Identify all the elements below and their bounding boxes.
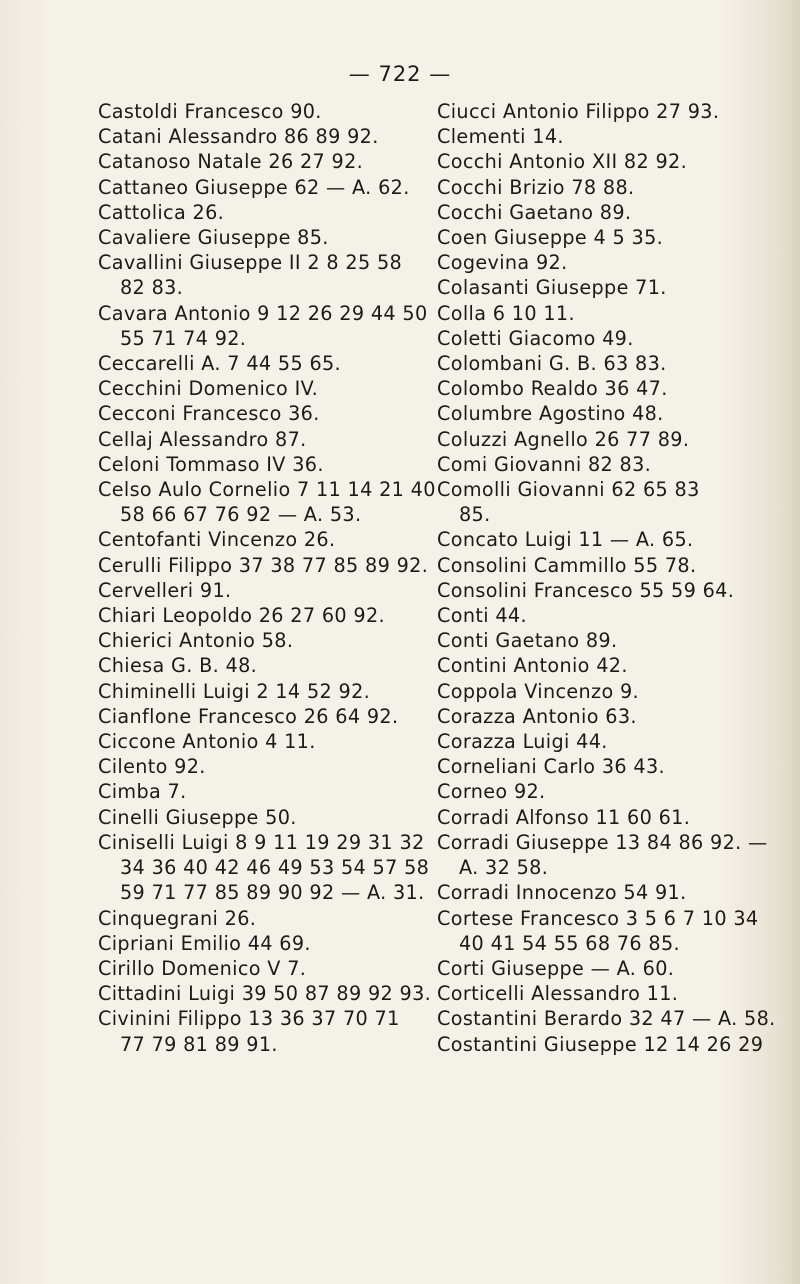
index-entry	[437, 427, 782, 452]
index-entry	[98, 729, 428, 754]
index-entry	[98, 401, 428, 426]
index-entry-continuation: A. 32 58.	[459, 856, 549, 880]
index-entry	[98, 477, 436, 527]
index-entry	[437, 149, 782, 174]
index-entry	[437, 1032, 782, 1057]
index-entry	[98, 830, 428, 906]
index-entry-line: Comi Giovanni 82 83.	[437, 452, 652, 476]
index-entry	[437, 351, 782, 376]
index-entry-line: Contini Antonio 42.	[437, 654, 628, 678]
index-entry-continuation: 40 41 54 55 68 76 85.	[459, 931, 680, 955]
index-entry-line: Concato Luigi 11 — A. 65.	[437, 528, 694, 552]
index-entry	[437, 452, 782, 477]
index-entry	[98, 981, 432, 1006]
index-entry-line: Cellaj Alessandro 87.	[98, 427, 307, 451]
index-entry	[98, 906, 428, 931]
index-entry	[98, 452, 428, 477]
index-entry-line: Catanoso Natale 26 27 92.	[98, 150, 364, 174]
index-entry	[437, 704, 782, 729]
index-entry	[98, 628, 428, 653]
index-entry-line: Cerulli Filippo 37 38 77 85 89 92.	[98, 553, 429, 577]
page-number: — 722 —	[348, 62, 452, 86]
index-column-right	[437, 99, 782, 1057]
index-entry-line: Chiari Leopoldo 26 27 60 92.	[98, 604, 385, 628]
index-entry-line: Corticelli Alessandro 11.	[437, 982, 679, 1006]
index-entry-line: Cipriani Emilio 44 69.	[98, 931, 311, 955]
index-entry-line: Cattaneo Giuseppe 62 — A. 62.	[98, 175, 410, 199]
index-entry-line: Costantini Giuseppe 12 14 26 29	[437, 1032, 764, 1056]
index-entry	[98, 553, 428, 578]
index-entry-line: Coletti Giacomo 49.	[437, 326, 634, 350]
index-entry-line: Cocchi Brizio 78 88.	[437, 175, 635, 199]
index-entry	[98, 124, 428, 149]
index-entry	[437, 956, 782, 981]
index-entry-line: Cianflone Francesco 26 64 92.	[98, 704, 399, 728]
index-entry-line: Corneliani Carlo 36 43.	[437, 755, 665, 779]
index-entry	[437, 527, 782, 552]
index-entry-line: Coluzzi Agnello 26 77 89.	[437, 427, 690, 451]
index-column-left	[98, 99, 436, 1057]
index-entry	[437, 326, 782, 351]
index-entry	[98, 225, 428, 250]
index-entry	[437, 401, 782, 426]
index-entry-line: Cinquegrani 26.	[98, 906, 257, 930]
index-entry-line: Celso Aulo Cornelio 7 11 14 21 40	[98, 478, 436, 502]
index-entry	[437, 779, 782, 804]
index-entry-line: Cimba 7.	[98, 780, 187, 804]
index-entry-line: Conti Gaetano 89.	[437, 629, 618, 653]
index-entry	[437, 729, 782, 754]
index-entry-line: Corradi Alfonso 11 60 61.	[437, 805, 691, 829]
index-entry	[437, 301, 782, 326]
index-entry	[98, 679, 428, 704]
index-entry-line: Cinelli Giuseppe 50.	[98, 805, 297, 829]
index-entry-line: Cavara Antonio 9 12 26 29 44 50	[98, 301, 428, 325]
index-entry	[98, 175, 428, 200]
index-entry-line: Ciucci Antonio Filippo 27 93.	[437, 100, 720, 123]
index-entry-continuation: 82 83.	[120, 276, 184, 300]
index-entry-line: Conti 44.	[437, 604, 527, 628]
index-entry	[98, 779, 428, 804]
index-entry	[98, 956, 428, 981]
index-entry-line: Catani Alessandro 86 89 92.	[98, 125, 379, 149]
index-entry-continuation: 77 79 81 89 91.	[120, 1032, 278, 1056]
index-entry	[98, 376, 428, 401]
index-entry-line: Cocchi Antonio XII 82 92.	[437, 150, 688, 174]
index-entry	[437, 754, 782, 779]
index-entry	[437, 275, 782, 300]
index-entry-line: Cecchini Domenico IV.	[98, 377, 319, 401]
index-entry-line: Cecconi Francesco 36.	[98, 402, 320, 426]
index-entry	[98, 250, 428, 300]
index-entry	[98, 99, 428, 124]
index-entry-line: Costantini Berardo 32 47 — A. 58.	[437, 1007, 776, 1031]
index-entry	[98, 200, 428, 225]
index-entry-line: Corazza Luigi 44.	[437, 730, 608, 754]
index-entry-line: Civinini Filippo 13 36 37 70 71	[98, 1007, 400, 1031]
index-entry-line: Cogevina 92.	[437, 251, 568, 275]
index-entry	[437, 376, 782, 401]
index-entry-line: Chierici Antonio 58.	[98, 629, 294, 653]
index-entry	[98, 754, 428, 779]
index-entry-line: Chiesa G. B. 48.	[98, 654, 258, 678]
index-entry-line: Corazza Antonio 63.	[437, 704, 637, 728]
index-entry	[98, 578, 428, 603]
index-entry	[437, 175, 782, 200]
index-entry-line: Corradi Innocenzo 54 91.	[437, 881, 687, 905]
index-entry	[437, 477, 782, 527]
index-entry-line: Coen Giuseppe 4 5 35.	[437, 226, 664, 250]
index-entry-continuation: 55 71 74 92.	[120, 326, 247, 350]
index-entry-line: Ceccarelli A. 7 44 55 65.	[98, 352, 342, 376]
index-entry-line: Cavaliere Giuseppe 85.	[98, 226, 329, 250]
index-entry	[98, 301, 428, 351]
index-entry-line: Cattolica 26.	[98, 200, 225, 224]
index-entry-line: Chiminelli Luigi 2 14 52 92.	[98, 679, 371, 703]
index-entry	[437, 99, 782, 124]
index-entry-line: Comolli Giovanni 62 65 83	[437, 478, 700, 502]
index-entry	[437, 830, 782, 880]
index-entry-line: Colombani G. B. 63 83.	[437, 352, 667, 376]
index-entry-line: Consolini Francesco 55 59 64.	[437, 578, 735, 602]
index-entry-line: Columbre Agostino 48.	[437, 402, 664, 426]
index-entry-line: Ciniselli Luigi 8 9 11 19 29 31 32	[98, 830, 425, 854]
index-entry-line: Corti Giuseppe — A. 60.	[437, 956, 675, 980]
index-entry-line: Centofanti Vincenzo 26.	[98, 528, 336, 552]
index-entry-line: Celoni Tommaso IV 36.	[98, 452, 324, 476]
index-entry	[98, 351, 428, 376]
index-entry	[98, 704, 428, 729]
index-entry	[98, 805, 428, 830]
index-entry	[437, 603, 782, 628]
index-entry-line: Colasanti Giuseppe 71.	[437, 276, 667, 300]
index-entry	[98, 527, 428, 552]
index-entry-line: Cortese Francesco 3 5 6 7 10 34	[437, 906, 759, 930]
index-entry-line: Clementi 14.	[437, 125, 564, 149]
index-entry-line: Corradi Giuseppe 13 84 86 92. —	[437, 830, 768, 854]
index-entry	[437, 679, 782, 704]
index-entry	[437, 805, 782, 830]
index-entry	[98, 931, 428, 956]
index-entry-line: Castoldi Francesco 90.	[98, 100, 322, 123]
index-entry-line: Cirillo Domenico V 7.	[98, 956, 307, 980]
index-entry-line: Cilento 92.	[98, 755, 206, 779]
index-entry	[437, 653, 782, 678]
index-entry	[98, 653, 428, 678]
index-entry-line: Ciccone Antonio 4 11.	[98, 730, 316, 754]
index-entry-line: Colla 6 10 11.	[437, 301, 575, 325]
index-entry	[98, 149, 428, 174]
index-entry-continuation: 58 66 67 76 92 — A. 53.	[120, 503, 362, 527]
index-entry	[98, 603, 428, 628]
index-entry	[437, 250, 782, 275]
index-entry	[437, 578, 782, 603]
index-entry-line: Coppola Vincenzo 9.	[437, 679, 640, 703]
index-entry	[98, 427, 428, 452]
index-entry-continuation: 59 71 77 85 89 90 92 — A. 31.	[120, 881, 425, 905]
index-entry	[437, 553, 782, 578]
index-entry	[437, 906, 782, 956]
index-entry-continuation: 34 36 40 42 46 49 53 54 57 58	[120, 856, 430, 880]
index-entry-line: Cittadini Luigi 39 50 87 89 92 93.	[98, 982, 432, 1006]
index-entry-line: Corneo 92.	[437, 780, 546, 804]
index-entry-line: Cervelleri 91.	[98, 578, 232, 602]
index-entry-line: Cavallini Giuseppe II 2 8 25 58	[98, 251, 403, 275]
index-entry	[437, 225, 782, 250]
index-entry	[98, 1006, 428, 1056]
index-entry	[437, 124, 782, 149]
index-entry-line: Cocchi Gaetano 89.	[437, 200, 632, 224]
index-entry	[437, 1006, 782, 1031]
index-entry	[437, 200, 782, 225]
index-entry-line: Consolini Cammillo 55 78.	[437, 553, 697, 577]
index-entry	[437, 880, 782, 905]
index-entry-continuation: 85.	[459, 503, 491, 527]
index-entry-line: Colombo Realdo 36 47.	[437, 377, 668, 401]
index-entry	[437, 981, 782, 1006]
index-entry	[437, 628, 782, 653]
